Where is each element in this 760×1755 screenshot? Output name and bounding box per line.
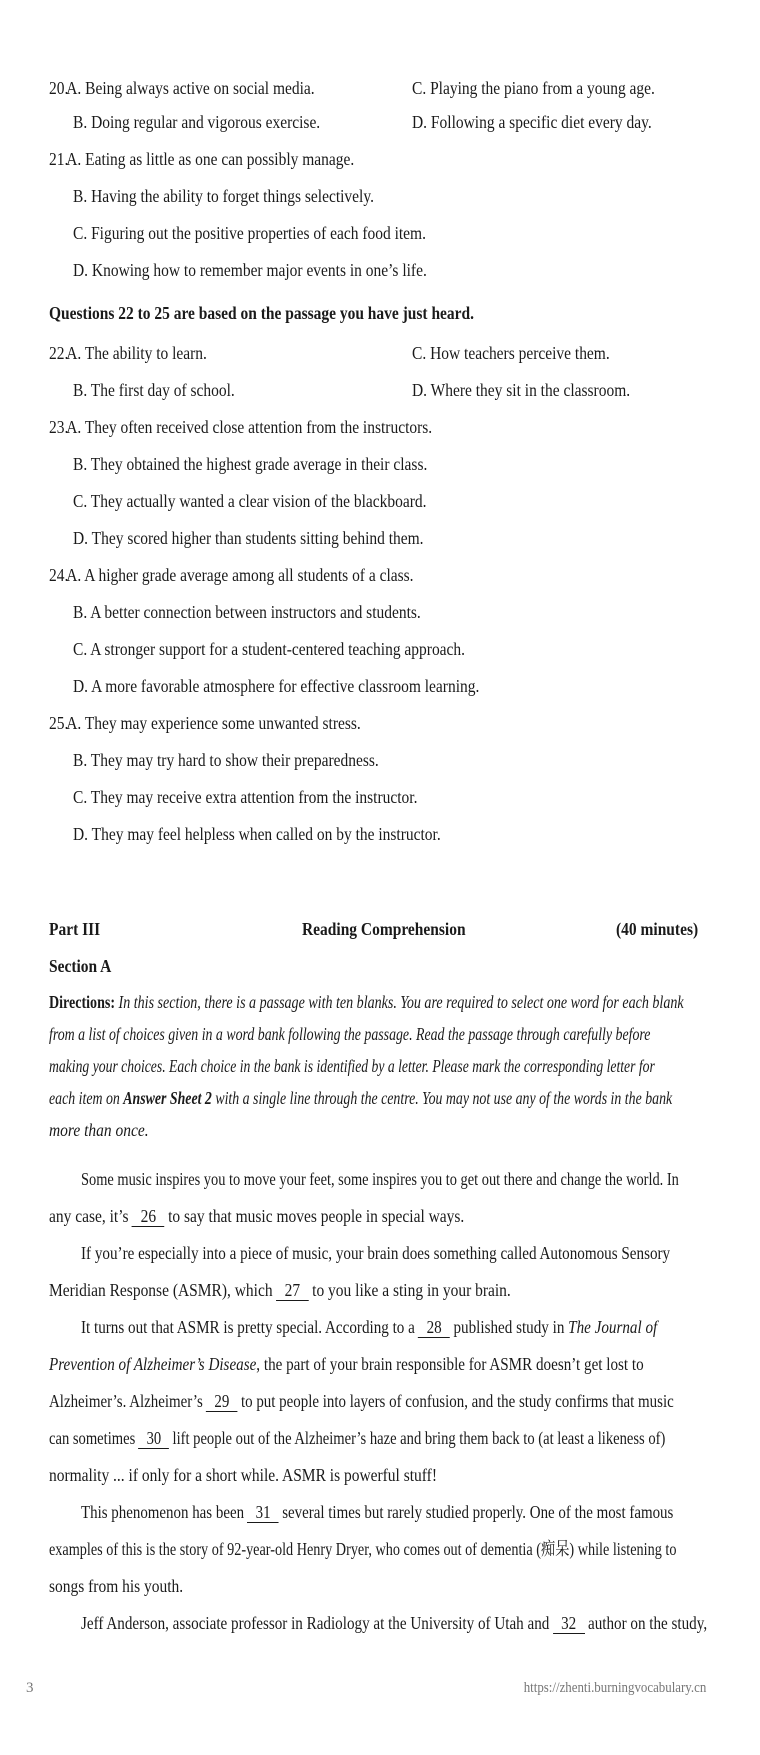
passage-p4-line3: songs from his youth. <box>49 1576 184 1596</box>
passage-p3-line1: It turns out that ASMR is pretty special. According to a 28 published study in The Journal of <box>81 1317 658 1337</box>
q25-option-d: D. They may feel helpless when called on by the instructor. <box>73 824 441 844</box>
blank-29[interactable]: 29 <box>206 1392 238 1412</box>
q20-option-c: C. Playing the piano from a young age. <box>412 78 655 98</box>
part-time: (40 minutes) <box>616 919 699 939</box>
q24-option-c: C. A stronger support for a student-centered teaching approach. <box>73 639 466 659</box>
directions-line-5: more than once. <box>49 1120 149 1140</box>
q25-option-b: B. They may try hard to show their preparedness. <box>73 750 379 770</box>
passage-p3-line4: can sometimes 30 lift people out of the Alzheimer’s haze and bring them back to (at least a likeness of) <box>49 1428 666 1448</box>
page-number: 3 <box>26 1680 34 1696</box>
q22-option-d: D. Where they sit in the classroom. <box>412 380 631 400</box>
passage-p1-line2: any case, it’s 26 to say that music moves people in special ways. <box>49 1206 465 1226</box>
passage-p5-line1: Jeff Anderson, associate professor in Radiology at the University of Utah and 32 author on the study, <box>81 1613 708 1633</box>
footer-url[interactable]: https://zhenti.burningvocabulary.cn <box>523 1680 706 1696</box>
section-a-title: Section A <box>49 956 112 976</box>
q22-option-c: C. How teachers perceive them. <box>412 343 610 363</box>
q24-option-a: 24.A. A higher grade average among all students of a class. <box>49 565 414 585</box>
q22-option-a: 22.A. The ability to learn. <box>49 343 207 363</box>
passage-p2-line1: If you’re especially into a piece of music, your brain does something called Autonomous Sensory <box>81 1243 671 1263</box>
q23-option-c: C. They actually wanted a clear vision of the blackboard. <box>73 491 427 511</box>
part-title: Reading Comprehension <box>302 919 466 939</box>
passage-p3-line5: normality ... if only for a short while. ASMR is powerful stuff! <box>49 1465 437 1485</box>
passage-p1-line1: Some music inspires you to move your feet, some inspires you to get out there and change the world. In <box>81 1169 679 1189</box>
q21-option-c: C. Figuring out the positive properties of each food item. <box>73 223 426 243</box>
blank-26[interactable]: 26 <box>132 1207 165 1227</box>
passage-p4-line2: examples of this is the story of 92-year-old Henry Dryer, who comes out of dementia (痴呆) while listening to <box>49 1539 677 1559</box>
q20-option-b: B. Doing regular and vigorous exercise. <box>73 112 321 132</box>
passage-p2-line2: Meridian Response (ASMR), which 27 to you like a sting in your brain. <box>49 1280 511 1300</box>
blank-27[interactable]: 27 <box>276 1281 309 1301</box>
blank-28[interactable]: 28 <box>418 1318 450 1338</box>
q23-option-b: B. They obtained the highest grade average in their class. <box>73 454 428 474</box>
q24-option-d: D. A more favorable atmosphere for effective classroom learning. <box>73 676 480 696</box>
q21-option-b: B. Having the ability to forget things selectively. <box>73 186 374 206</box>
passage-p3-line3: Alzheimer’s. Alzheimer’s 29 to put people into layers of confusion, and the study confirms that music <box>49 1391 674 1411</box>
q20-option-a: 20.A. Being always active on social media. <box>49 78 315 98</box>
directions-line-4: each item on Answer Sheet 2 with a single line through the centre. You may not use any of the words in the bank <box>49 1088 673 1108</box>
q22-option-b: B. The first day of school. <box>73 380 235 400</box>
blank-30[interactable]: 30 <box>138 1429 169 1449</box>
q25-option-a: 25.A. They may experience some unwanted stress. <box>49 713 361 733</box>
part-label: Part III <box>49 919 101 939</box>
q23-option-a: 23.A. They often received close attention from the instructors. <box>49 417 433 437</box>
q23-option-d: D. They scored higher than students sitting behind them. <box>73 528 424 548</box>
directions-line-1: Directions: In this section, there is a passage with ten blanks. You are required to select one word for each blank <box>49 992 684 1012</box>
q21-option-a: 21.A. Eating as little as one can possibly manage. <box>49 149 355 169</box>
blank-32[interactable]: 32 <box>553 1614 585 1634</box>
section-heading-22-25: Questions 22 to 25 are based on the passage you have just heard. <box>49 303 475 323</box>
q25-option-c: C. They may receive extra attention from the instructor. <box>73 787 418 807</box>
q24-option-b: B. A better connection between instructors and students. <box>73 602 421 622</box>
directions-line-2: from a list of choices given in a word bank following the passage. Read the passage through carefully before <box>49 1024 651 1044</box>
directions-line-3: making your choices. Each choice in the bank is identified by a letter. Please mark the corresponding letter for <box>49 1056 655 1076</box>
passage-p3-line2: Prevention of Alzheimer’s Disease, the part of your brain responsible for ASMR doesn’t get lost to <box>49 1354 644 1374</box>
q20-option-d: D. Following a specific diet every day. <box>412 112 652 132</box>
blank-31[interactable]: 31 <box>247 1503 279 1523</box>
passage-p4-line1: This phenomenon has been 31 several times but rarely studied properly. One of the most famous <box>81 1502 674 1522</box>
q21-option-d: D. Knowing how to remember major events in one’s life. <box>73 260 427 280</box>
